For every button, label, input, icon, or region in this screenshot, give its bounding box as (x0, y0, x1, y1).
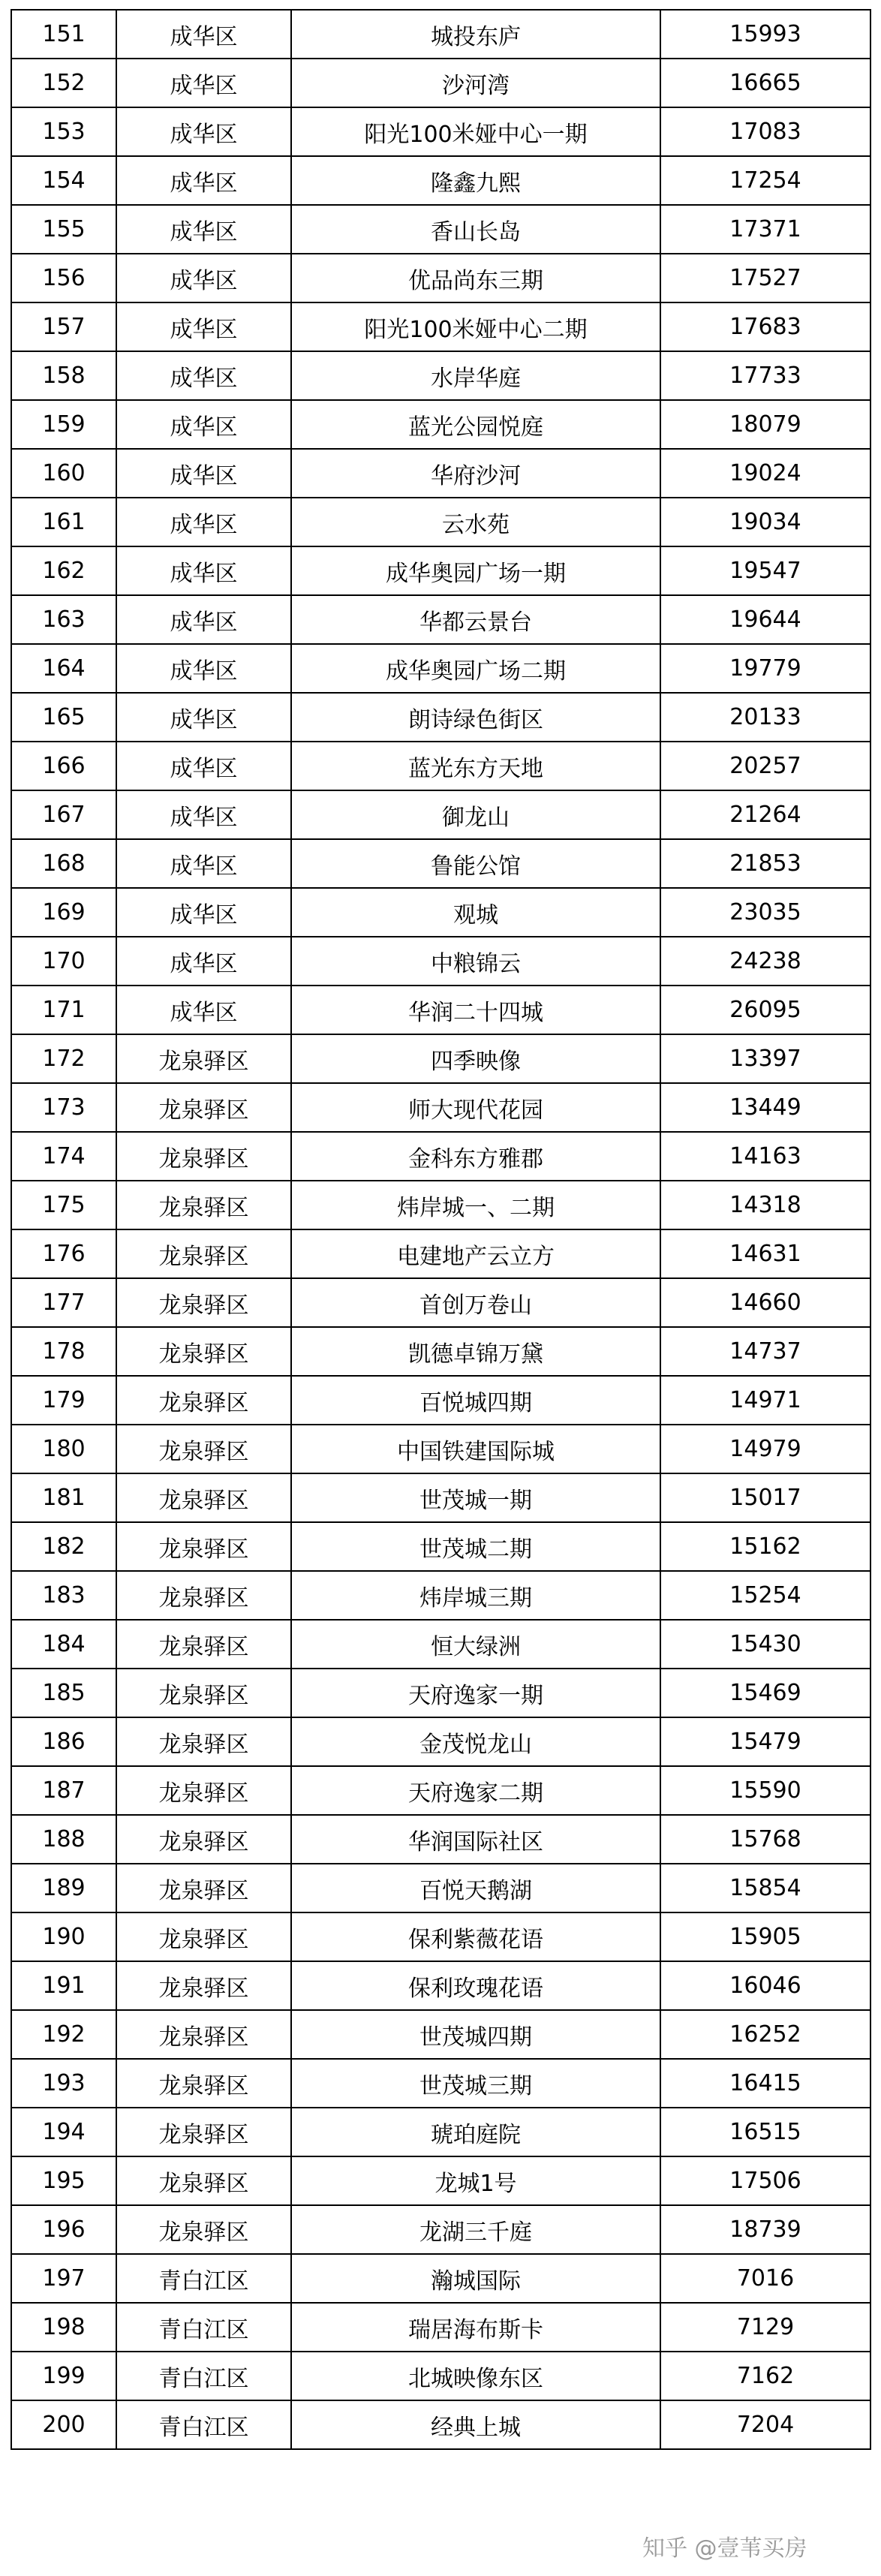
price-table (11, 9, 871, 2450)
price-cell: 15469 (660, 1669, 870, 1717)
row-number-cell: 178 (11, 1327, 116, 1376)
district-cell: 成华区 (116, 839, 291, 888)
row-number-cell: 173 (11, 1083, 116, 1132)
price-cell: 21264 (660, 790, 870, 839)
table-row (11, 1717, 870, 1766)
row-number-cell: 151 (11, 10, 116, 59)
project-name-cell: 成华奥园广场二期 (291, 644, 660, 693)
row-number-cell: 164 (11, 644, 116, 693)
price-cell: 15768 (660, 1815, 870, 1864)
price-cell: 14631 (660, 1229, 870, 1278)
district-cell: 龙泉驿区 (116, 1425, 291, 1473)
watermark: 知乎 @壹苇买房 (642, 2535, 807, 2562)
price-cell: 14971 (660, 1376, 870, 1425)
price-cell: 17083 (660, 107, 870, 156)
project-name-cell: 龙湖三千庭 (291, 2205, 660, 2254)
project-name-cell: 保利紫薇花语 (291, 1912, 660, 1961)
district-cell: 龙泉驿区 (116, 1132, 291, 1181)
district-cell: 龙泉驿区 (116, 1912, 291, 1961)
price-cell: 14737 (660, 1327, 870, 1376)
row-number-cell: 187 (11, 1766, 116, 1815)
project-name-cell: 世茂城四期 (291, 2010, 660, 2059)
district-cell: 青白江区 (116, 2352, 291, 2400)
price-cell: 20133 (660, 693, 870, 742)
price-cell: 7016 (660, 2254, 870, 2303)
table-row (11, 59, 870, 107)
price-cell: 13397 (660, 1034, 870, 1083)
price-cell: 16515 (660, 2108, 870, 2156)
district-cell: 龙泉驿区 (116, 2059, 291, 2108)
row-number-cell: 168 (11, 839, 116, 888)
table-row (11, 254, 870, 302)
table-row (11, 1327, 870, 1376)
price-table-container (11, 9, 871, 2450)
row-number-cell: 152 (11, 59, 116, 107)
table-row (11, 1815, 870, 1864)
table-row (11, 156, 870, 205)
district-cell: 成华区 (116, 742, 291, 790)
table-row (11, 107, 870, 156)
table-row (11, 1571, 870, 1620)
price-cell: 20257 (660, 742, 870, 790)
row-number-cell: 199 (11, 2352, 116, 2400)
price-cell: 14318 (660, 1181, 870, 1229)
project-name-cell: 天府逸家二期 (291, 1766, 660, 1815)
district-cell: 龙泉驿区 (116, 1181, 291, 1229)
table-row (11, 937, 870, 986)
price-cell: 15590 (660, 1766, 870, 1815)
price-cell: 16415 (660, 2059, 870, 2108)
row-number-cell: 198 (11, 2303, 116, 2352)
row-number-cell: 171 (11, 986, 116, 1034)
project-name-cell: 蓝光公园悦庭 (291, 400, 660, 449)
district-cell: 成华区 (116, 254, 291, 302)
row-number-cell: 200 (11, 2400, 116, 2449)
row-number-cell: 170 (11, 937, 116, 986)
project-name-cell: 世茂城三期 (291, 2059, 660, 2108)
table-row (11, 2254, 870, 2303)
table-row (11, 839, 870, 888)
table-row (11, 1473, 870, 1522)
table-row (11, 2400, 870, 2449)
district-cell: 龙泉驿区 (116, 1473, 291, 1522)
district-cell: 龙泉驿区 (116, 1669, 291, 1717)
table-row (11, 1912, 870, 1961)
price-cell: 14979 (660, 1425, 870, 1473)
project-name-cell: 师大现代花园 (291, 1083, 660, 1132)
district-cell: 成华区 (116, 449, 291, 498)
price-cell: 15905 (660, 1912, 870, 1961)
project-name-cell: 琥珀庭院 (291, 2108, 660, 2156)
price-cell: 19547 (660, 546, 870, 595)
price-cell: 15017 (660, 1473, 870, 1522)
district-cell: 龙泉驿区 (116, 1278, 291, 1327)
row-number-cell: 179 (11, 1376, 116, 1425)
price-cell: 14163 (660, 1132, 870, 1181)
project-name-cell: 香山长岛 (291, 205, 660, 254)
district-cell: 龙泉驿区 (116, 1620, 291, 1669)
project-name-cell: 御龙山 (291, 790, 660, 839)
row-number-cell: 169 (11, 888, 116, 937)
row-number-cell: 189 (11, 1864, 116, 1912)
project-name-cell: 优品尚东三期 (291, 254, 660, 302)
table-row (11, 1620, 870, 1669)
table-row (11, 10, 870, 59)
project-name-cell: 龙城1号 (291, 2156, 660, 2205)
row-number-cell: 197 (11, 2254, 116, 2303)
row-number-cell: 161 (11, 498, 116, 546)
row-number-cell: 160 (11, 449, 116, 498)
table-row (11, 742, 870, 790)
row-number-cell: 195 (11, 2156, 116, 2205)
price-cell: 15854 (660, 1864, 870, 1912)
district-cell: 成华区 (116, 10, 291, 59)
price-cell: 18079 (660, 400, 870, 449)
table-row (11, 498, 870, 546)
table-row (11, 1034, 870, 1083)
row-number-cell: 176 (11, 1229, 116, 1278)
district-cell: 龙泉驿区 (116, 1522, 291, 1571)
district-cell: 成华区 (116, 205, 291, 254)
price-cell: 17254 (660, 156, 870, 205)
row-number-cell: 172 (11, 1034, 116, 1083)
table-row (11, 1669, 870, 1717)
project-name-cell: 中国铁建国际城 (291, 1425, 660, 1473)
table-row (11, 449, 870, 498)
project-name-cell: 城投东庐 (291, 10, 660, 59)
row-number-cell: 193 (11, 2059, 116, 2108)
district-cell: 成华区 (116, 302, 291, 351)
price-cell: 15162 (660, 1522, 870, 1571)
district-cell: 青白江区 (116, 2303, 291, 2352)
district-cell: 龙泉驿区 (116, 1083, 291, 1132)
row-number-cell: 156 (11, 254, 116, 302)
price-cell: 24238 (660, 937, 870, 986)
table-row (11, 2303, 870, 2352)
table-row (11, 1181, 870, 1229)
district-cell: 成华区 (116, 937, 291, 986)
table-row (11, 1376, 870, 1425)
district-cell: 龙泉驿区 (116, 1864, 291, 1912)
row-number-cell: 157 (11, 302, 116, 351)
project-name-cell: 电建地产云立方 (291, 1229, 660, 1278)
row-number-cell: 182 (11, 1522, 116, 1571)
district-cell: 龙泉驿区 (116, 1376, 291, 1425)
district-cell: 龙泉驿区 (116, 1034, 291, 1083)
project-name-cell: 百悦天鹅湖 (291, 1864, 660, 1912)
price-cell: 19024 (660, 449, 870, 498)
table-row (11, 644, 870, 693)
project-name-cell: 首创万卷山 (291, 1278, 660, 1327)
price-cell: 7162 (660, 2352, 870, 2400)
project-name-cell: 北城映像东区 (291, 2352, 660, 2400)
row-number-cell: 166 (11, 742, 116, 790)
table-row (11, 2010, 870, 2059)
price-cell: 23035 (660, 888, 870, 937)
price-cell: 15993 (660, 10, 870, 59)
row-number-cell: 183 (11, 1571, 116, 1620)
district-cell: 龙泉驿区 (116, 2010, 291, 2059)
district-cell: 龙泉驿区 (116, 2108, 291, 2156)
price-cell: 18739 (660, 2205, 870, 2254)
price-cell: 7129 (660, 2303, 870, 2352)
project-name-cell: 世茂城一期 (291, 1473, 660, 1522)
district-cell: 青白江区 (116, 2254, 291, 2303)
table-row (11, 1278, 870, 1327)
project-name-cell: 华府沙河 (291, 449, 660, 498)
table-row (11, 2205, 870, 2254)
project-name-cell: 炜岸城三期 (291, 1571, 660, 1620)
district-cell: 成华区 (116, 59, 291, 107)
row-number-cell: 196 (11, 2205, 116, 2254)
row-number-cell: 191 (11, 1961, 116, 2010)
project-name-cell: 云水苑 (291, 498, 660, 546)
row-number-cell: 153 (11, 107, 116, 156)
row-number-cell: 194 (11, 2108, 116, 2156)
row-number-cell: 188 (11, 1815, 116, 1864)
row-number-cell: 185 (11, 1669, 116, 1717)
row-number-cell: 184 (11, 1620, 116, 1669)
project-name-cell: 中粮锦云 (291, 937, 660, 986)
price-cell: 17683 (660, 302, 870, 351)
project-name-cell: 保利玫瑰花语 (291, 1961, 660, 2010)
district-cell: 成华区 (116, 888, 291, 937)
row-number-cell: 163 (11, 595, 116, 644)
row-number-cell: 180 (11, 1425, 116, 1473)
project-name-cell: 沙河湾 (291, 59, 660, 107)
project-name-cell: 鲁能公馆 (291, 839, 660, 888)
price-cell: 16046 (660, 1961, 870, 2010)
district-cell: 成华区 (116, 498, 291, 546)
project-name-cell: 成华奥园广场一期 (291, 546, 660, 595)
row-number-cell: 177 (11, 1278, 116, 1327)
price-cell: 14660 (660, 1278, 870, 1327)
project-name-cell: 金科东方雅郡 (291, 1132, 660, 1181)
project-name-cell: 百悦城四期 (291, 1376, 660, 1425)
price-cell: 15479 (660, 1717, 870, 1766)
project-name-cell: 华润国际社区 (291, 1815, 660, 1864)
district-cell: 龙泉驿区 (116, 1766, 291, 1815)
row-number-cell: 167 (11, 790, 116, 839)
row-number-cell: 158 (11, 351, 116, 400)
table-row (11, 400, 870, 449)
project-name-cell: 四季映像 (291, 1034, 660, 1083)
price-cell: 13449 (660, 1083, 870, 1132)
table-row (11, 595, 870, 644)
project-name-cell: 蓝光东方天地 (291, 742, 660, 790)
row-number-cell: 174 (11, 1132, 116, 1181)
price-cell: 26095 (660, 986, 870, 1034)
price-cell: 19034 (660, 498, 870, 546)
price-cell: 21853 (660, 839, 870, 888)
table-row (11, 1864, 870, 1912)
district-cell: 成华区 (116, 790, 291, 839)
row-number-cell: 186 (11, 1717, 116, 1766)
project-name-cell: 阳光100米娅中心二期 (291, 302, 660, 351)
district-cell: 成华区 (116, 693, 291, 742)
row-number-cell: 175 (11, 1181, 116, 1229)
table-row (11, 693, 870, 742)
project-name-cell: 世茂城二期 (291, 1522, 660, 1571)
price-cell: 19644 (660, 595, 870, 644)
row-number-cell: 190 (11, 1912, 116, 1961)
district-cell: 成华区 (116, 156, 291, 205)
price-cell: 15254 (660, 1571, 870, 1620)
row-number-cell: 165 (11, 693, 116, 742)
price-cell: 17527 (660, 254, 870, 302)
table-row (11, 1229, 870, 1278)
district-cell: 龙泉驿区 (116, 1327, 291, 1376)
row-number-cell: 154 (11, 156, 116, 205)
project-name-cell: 阳光100米娅中心一期 (291, 107, 660, 156)
table-row (11, 546, 870, 595)
project-name-cell: 华都云景台 (291, 595, 660, 644)
project-name-cell: 水岸华庭 (291, 351, 660, 400)
row-number-cell: 159 (11, 400, 116, 449)
district-cell: 龙泉驿区 (116, 1961, 291, 2010)
district-cell: 成华区 (116, 644, 291, 693)
project-name-cell: 隆鑫九熙 (291, 156, 660, 205)
price-cell: 17506 (660, 2156, 870, 2205)
table-row (11, 2108, 870, 2156)
district-cell: 成华区 (116, 400, 291, 449)
project-name-cell: 炜岸城一、二期 (291, 1181, 660, 1229)
price-cell: 19779 (660, 644, 870, 693)
table-row (11, 2352, 870, 2400)
project-name-cell: 凯德卓锦万黛 (291, 1327, 660, 1376)
district-cell: 成华区 (116, 986, 291, 1034)
price-cell: 16665 (660, 59, 870, 107)
table-row (11, 986, 870, 1034)
district-cell: 龙泉驿区 (116, 2156, 291, 2205)
table-row (11, 302, 870, 351)
project-name-cell: 瑞居海布斯卡 (291, 2303, 660, 2352)
price-cell: 16252 (660, 2010, 870, 2059)
project-name-cell: 经典上城 (291, 2400, 660, 2449)
table-row (11, 2059, 870, 2108)
table-row (11, 205, 870, 254)
price-cell: 17733 (660, 351, 870, 400)
district-cell: 龙泉驿区 (116, 2205, 291, 2254)
district-cell: 龙泉驿区 (116, 1229, 291, 1278)
table-row (11, 888, 870, 937)
row-number-cell: 155 (11, 205, 116, 254)
table-row (11, 351, 870, 400)
table-row (11, 1766, 870, 1815)
row-number-cell: 192 (11, 2010, 116, 2059)
price-cell: 15430 (660, 1620, 870, 1669)
project-name-cell: 恒大绿洲 (291, 1620, 660, 1669)
project-name-cell: 金茂悦龙山 (291, 1717, 660, 1766)
row-number-cell: 162 (11, 546, 116, 595)
district-cell: 龙泉驿区 (116, 1815, 291, 1864)
price-cell: 17371 (660, 205, 870, 254)
district-cell: 龙泉驿区 (116, 1717, 291, 1766)
district-cell: 龙泉驿区 (116, 1571, 291, 1620)
project-name-cell: 瀚城国际 (291, 2254, 660, 2303)
project-name-cell: 天府逸家一期 (291, 1669, 660, 1717)
row-number-cell: 181 (11, 1473, 116, 1522)
district-cell: 成华区 (116, 107, 291, 156)
table-row (11, 1961, 870, 2010)
table-row (11, 790, 870, 839)
project-name-cell: 朗诗绿色街区 (291, 693, 660, 742)
project-name-cell: 华润二十四城 (291, 986, 660, 1034)
district-cell: 青白江区 (116, 2400, 291, 2449)
table-row (11, 1522, 870, 1571)
table-body (11, 10, 870, 2449)
table-row (11, 1425, 870, 1473)
district-cell: 成华区 (116, 351, 291, 400)
district-cell: 成华区 (116, 546, 291, 595)
table-row (11, 1083, 870, 1132)
table-row (11, 1132, 870, 1181)
price-cell: 7204 (660, 2400, 870, 2449)
district-cell: 成华区 (116, 595, 291, 644)
table-row (11, 2156, 870, 2205)
project-name-cell: 观城 (291, 888, 660, 937)
